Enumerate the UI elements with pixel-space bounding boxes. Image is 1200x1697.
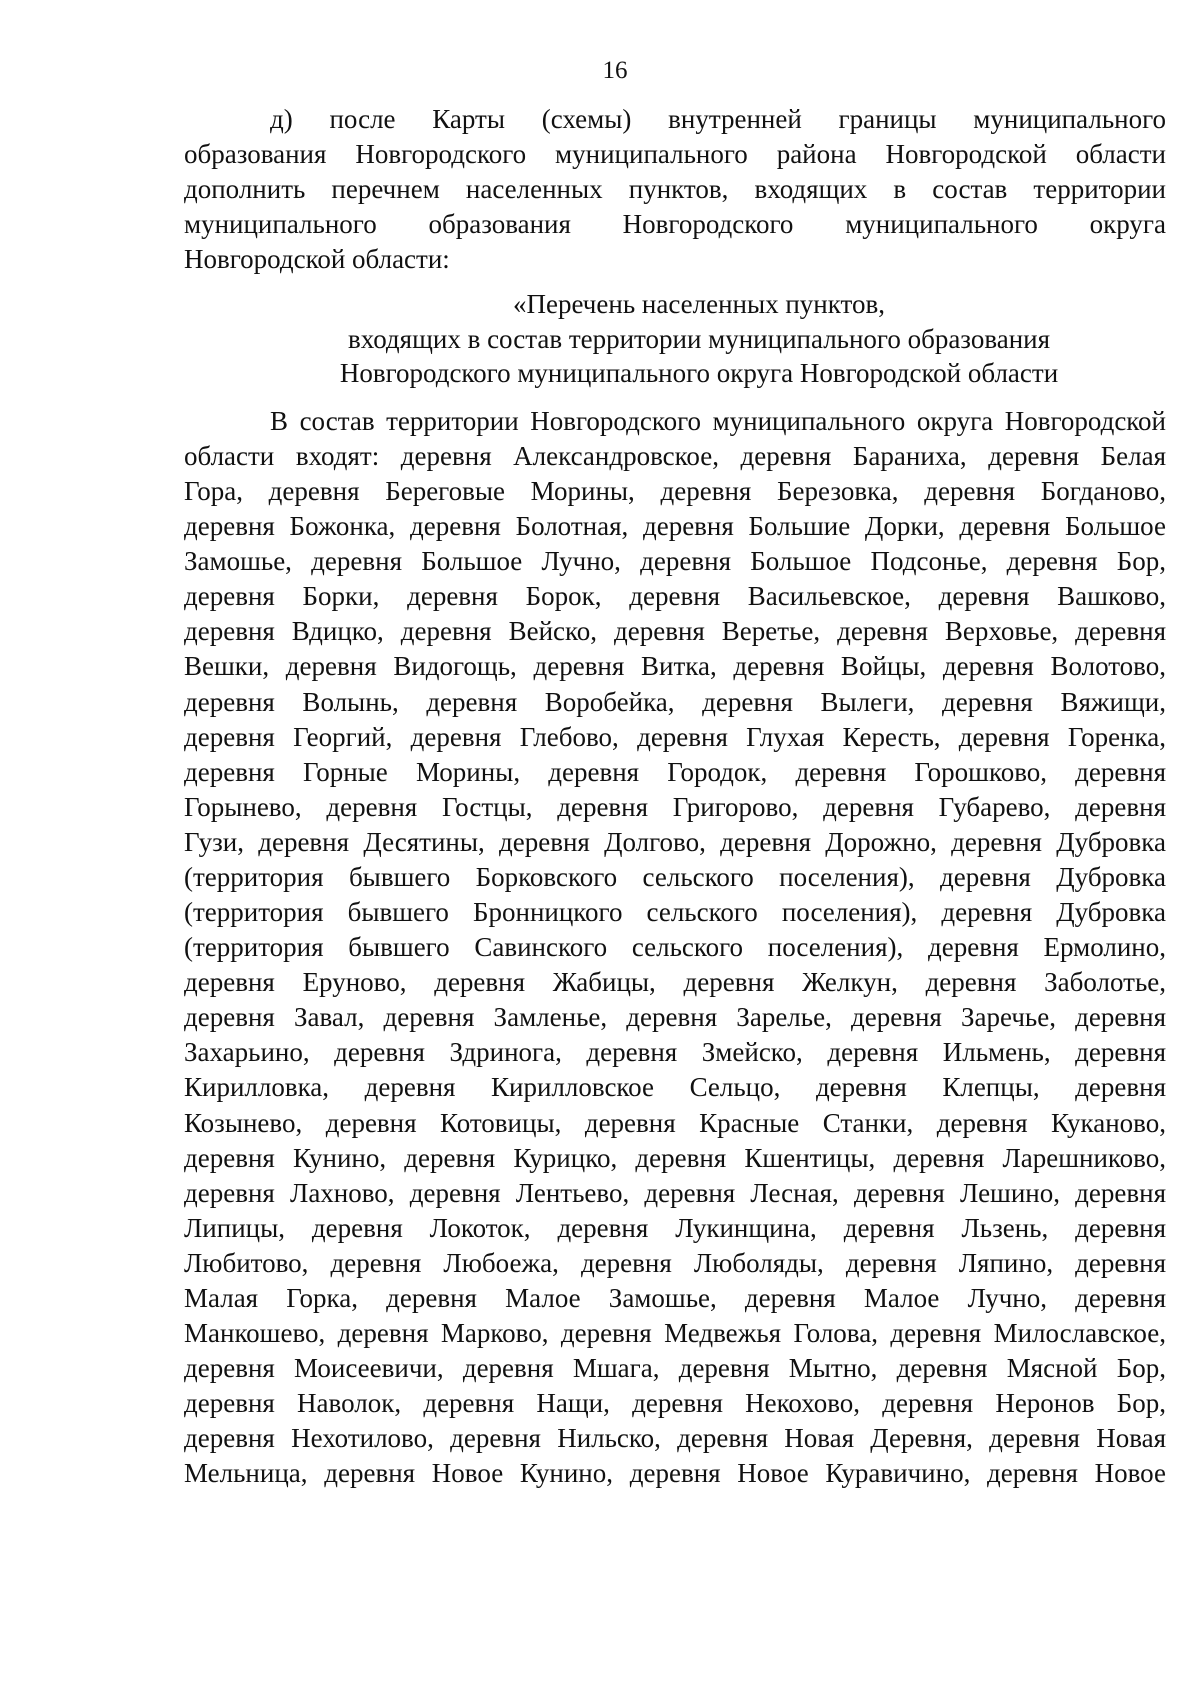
body-line-28: деревня Моисеевичи, деревня Мшага, деревня Мытно, деревня Мясной Бор, bbox=[184, 1353, 1166, 1383]
body-line-6: деревня Борки, деревня Борок, деревня Васильевское, деревня Вашково, bbox=[184, 581, 1166, 611]
body-line-23: деревня Лахново, деревня Лентьево, деревня Лесная, деревня Лешино, деревня bbox=[184, 1178, 1166, 1208]
body-line-2: области входят: деревня Александровское, деревня Бараниха, деревня Белая bbox=[184, 441, 1166, 471]
body-line-3: Гора, деревня Береговые Морины, деревня Березовка, деревня Богданово, bbox=[184, 476, 1166, 506]
title-line-3: Новгородского муниципального округа Новгородской области bbox=[339, 358, 1059, 388]
body-line-19: Захарьино, деревня Здринога, деревня Змейско, деревня Ильмень, деревня bbox=[184, 1037, 1166, 1067]
body-line-4: деревня Божонка, деревня Болотная, деревня Большие Дорки, деревня Большое bbox=[184, 511, 1166, 541]
intro-line-2: образования Новгородского муниципального района Новгородской области bbox=[184, 139, 1166, 169]
body-line-30: деревня Нехотилово, деревня Нильско, деревня Новая Деревня, деревня Новая bbox=[184, 1423, 1166, 1453]
body-line-13: Гузи, деревня Десятины, деревня Долгово, деревня Дорожно, деревня Дубровка bbox=[184, 827, 1166, 857]
page-number: 16 bbox=[602, 57, 628, 84]
body-line-20: Кирилловка, деревня Кирилловское Сельцо, деревня Клепцы, деревня bbox=[184, 1072, 1166, 1102]
body-line-15: (территория бывшего Бронницкого сельского поселения), деревня Дубровка bbox=[184, 897, 1166, 927]
body-line-10: деревня Георгий, деревня Глебово, деревня Глухая Кересть, деревня Горенка, bbox=[184, 722, 1166, 752]
body-line-26: Малая Горка, деревня Малое Замошье, деревня Малое Лучно, деревня bbox=[184, 1283, 1166, 1313]
body-line-17: деревня Еруново, деревня Жабицы, деревня Желкун, деревня Заболотье, bbox=[184, 967, 1166, 997]
body-line-21: Козынево, деревня Котовицы, деревня Красные Станки, деревня Куканово, bbox=[184, 1108, 1166, 1138]
body-line-12: Горынево, деревня Гостцы, деревня Григорово, деревня Губарево, деревня bbox=[184, 792, 1166, 822]
body-line-22: деревня Кунино, деревня Курицко, деревня Кшентицы, деревня Ларешниково, bbox=[184, 1143, 1166, 1173]
body-line-7: деревня Вдицко, деревня Вейско, деревня Веретье, деревня Верховье, деревня bbox=[184, 616, 1166, 646]
body-line-8: Вешки, деревня Видогощь, деревня Витка, деревня Войцы, деревня Волотово, bbox=[184, 651, 1166, 681]
intro-line-5: Новгородской области: bbox=[184, 244, 450, 274]
body-line-9: деревня Волынь, деревня Воробейка, деревня Вылеги, деревня Вяжищи, bbox=[184, 687, 1166, 717]
body-line-5: Замошье, деревня Большое Лучно, деревня Большое Подсонье, деревня Бор, bbox=[184, 546, 1166, 576]
body-line-14: (территория бывшего Борковского сельского поселения), деревня Дубровка bbox=[184, 862, 1166, 892]
intro-line-4: муниципального образования Новгородского муниципального округа bbox=[184, 209, 1166, 239]
title-line-2: входящих в состав территории муниципального образования bbox=[347, 324, 1051, 354]
title-line-1: «Перечень населенных пунктов, bbox=[513, 289, 885, 319]
body-line-25: Любитово, деревня Любоежа, деревня Люболяды, деревня Ляпино, деревня bbox=[184, 1248, 1166, 1278]
body-line-11: деревня Горные Морины, деревня Городок, деревня Горошково, деревня bbox=[184, 757, 1166, 787]
body-line-27: Манкошево, деревня Марково, деревня Медвежья Голова, деревня Милославское, bbox=[184, 1318, 1166, 1348]
body-line-1: В состав территории Новгородского муниципального округа Новгородской bbox=[270, 406, 1166, 436]
body-line-24: Липицы, деревня Локоток, деревня Лукинщина, деревня Льзень, деревня bbox=[184, 1213, 1166, 1243]
body-line-18: деревня Завал, деревня Замленье, деревня Зарелье, деревня Заречье, деревня bbox=[184, 1002, 1166, 1032]
intro-line-3: дополнить перечнем населенных пунктов, входящих в состав территории bbox=[184, 174, 1166, 204]
body-line-29: деревня Наволок, деревня Нащи, деревня Некохово, деревня Неронов Бор, bbox=[184, 1388, 1166, 1418]
body-line-31: Мельница, деревня Новое Кунино, деревня Новое Куравичино, деревня Новое bbox=[184, 1458, 1166, 1488]
body-line-16: (территория бывшего Савинского сельского поселения), деревня Ермолино, bbox=[184, 932, 1166, 962]
intro-line-1: д) после Карты (схемы) внутренней границы муниципального bbox=[270, 104, 1166, 134]
